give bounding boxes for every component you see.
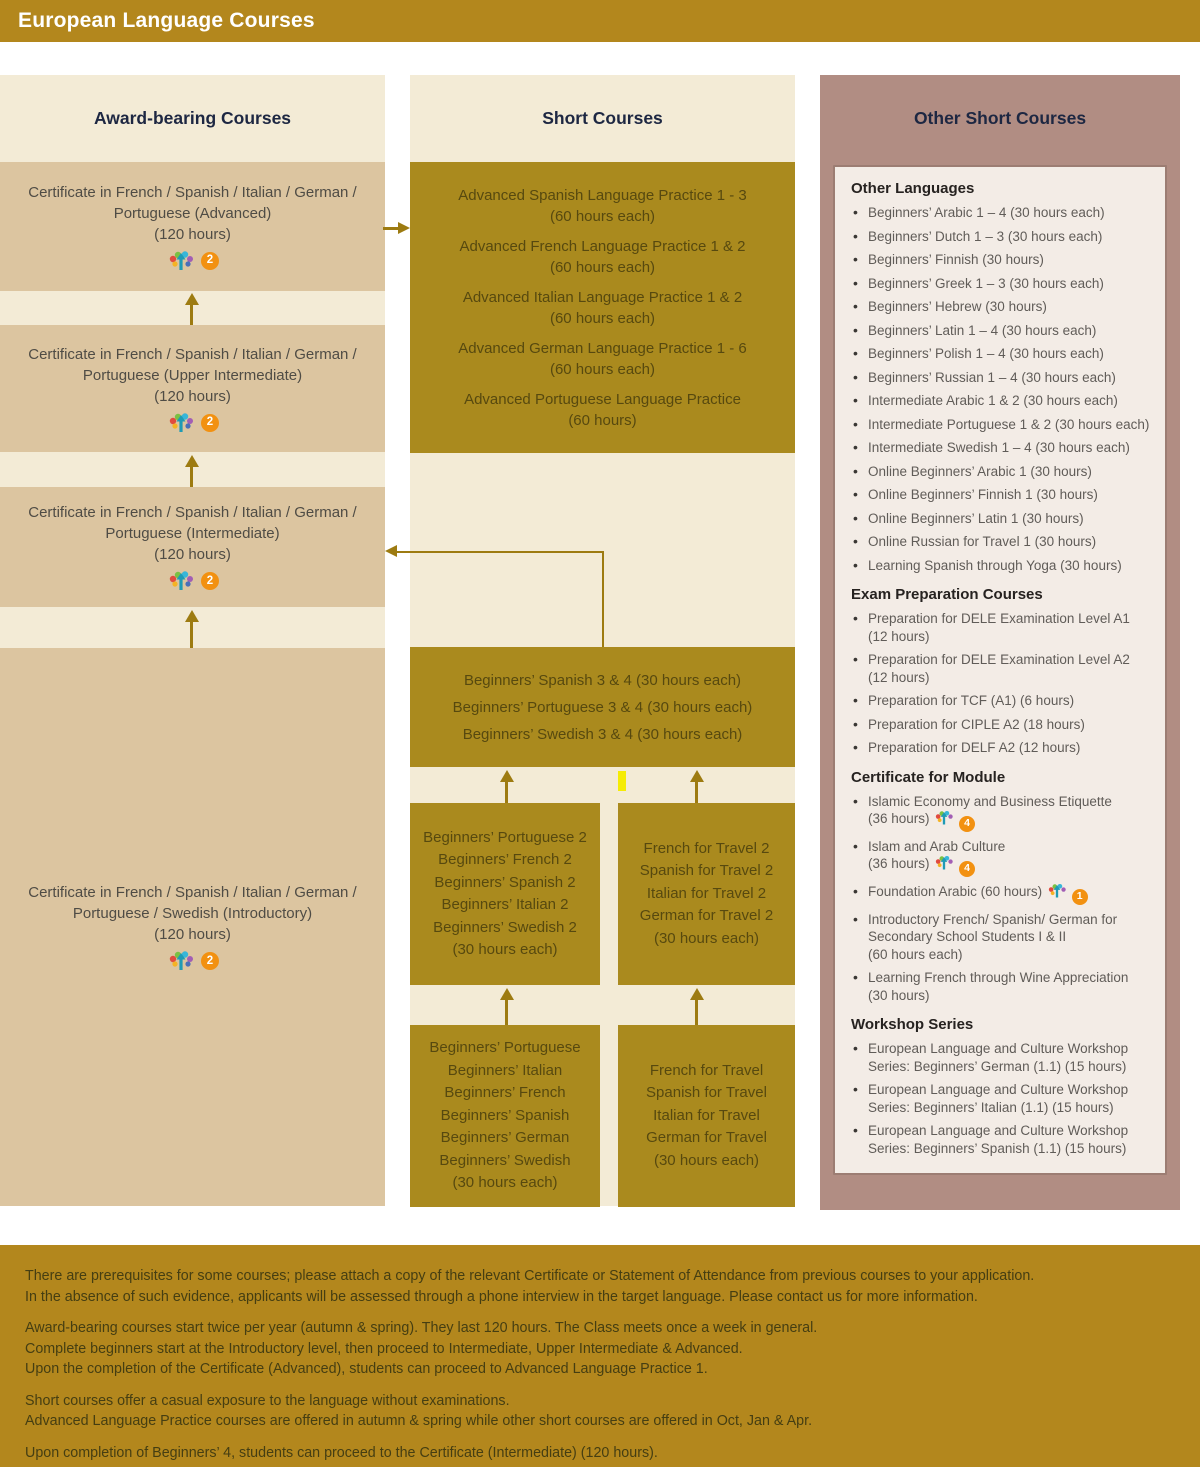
hours-text: Series: Beginners’ Spanish (1.1) (15 hours) bbox=[868, 1140, 1127, 1156]
course-line: Beginners’ French 2 bbox=[438, 851, 572, 868]
badge-count: 4 bbox=[959, 861, 975, 877]
credit-badge bbox=[166, 570, 219, 592]
item-text: Beginners’ Hebrew (30 hours) bbox=[868, 299, 1047, 314]
course-box-advanced-practice bbox=[410, 162, 795, 453]
footer-line: Upon completion of Beginners’ 4, students can proceed to the Certificate (Intermediate) (120 hours). bbox=[25, 1444, 658, 1461]
course-hours: (60 hours each) bbox=[549, 258, 656, 276]
course-line: (30 hours each) bbox=[653, 1151, 760, 1169]
section-exam-preparation bbox=[851, 586, 1151, 757]
credit-badge bbox=[930, 811, 976, 829]
list-item bbox=[851, 739, 1151, 757]
hours-text: (12 hours) bbox=[868, 669, 930, 685]
item-text: Intermediate Arabic 1 & 2 (30 hours each) bbox=[868, 393, 1118, 408]
section-other-languages bbox=[851, 180, 1151, 574]
item-text: Preparation for DELE Examination Level A2 bbox=[868, 652, 1130, 667]
cert-box-intermediate bbox=[0, 487, 385, 607]
item-text: Preparation for DELE Examination Level A1 bbox=[868, 611, 1130, 626]
course-line: (30 hours each) bbox=[653, 929, 760, 947]
up-arrow-stem bbox=[505, 781, 508, 803]
course-name: Advanced French Language Practice 1 & 2 bbox=[459, 237, 746, 255]
list-item bbox=[851, 1122, 1151, 1157]
course-entry bbox=[459, 236, 745, 278]
item-text: Preparation for DELF A2 (12 hours) bbox=[868, 740, 1081, 755]
course-line: Beginners’ Swedish 3 & 4 (30 hours each) bbox=[462, 725, 743, 743]
credit-badge bbox=[166, 250, 219, 272]
course-list bbox=[851, 793, 1151, 1005]
item-text: Beginners’ Greek 1 – 3 (30 hours each) bbox=[868, 275, 1104, 291]
footer-paragraph bbox=[25, 1443, 1160, 1464]
course-line: Beginners’ Swedish 2 bbox=[433, 918, 577, 936]
item-text: Online Russian for Travel 1 (30 hours) bbox=[868, 534, 1097, 549]
list-item bbox=[851, 463, 1151, 481]
course-box-beginners-3-4 bbox=[410, 647, 795, 767]
elbow-connector-vertical bbox=[602, 551, 604, 647]
title-bar bbox=[0, 0, 1200, 42]
hours-text: (30 hours) bbox=[868, 987, 930, 1003]
section-workshop-series bbox=[851, 1016, 1151, 1157]
hours-text: Series: Beginners’ Italian (1.1) (15 hours) bbox=[868, 1099, 1114, 1115]
credit-badge bbox=[166, 412, 219, 434]
section-certificate-for-module bbox=[851, 769, 1151, 1005]
course-line: Beginners’ Italian 2 bbox=[441, 896, 569, 913]
list-item bbox=[851, 911, 1151, 964]
list-item bbox=[851, 557, 1151, 575]
footer-paragraph bbox=[25, 1391, 1160, 1432]
course-line: Italian for Travel 2 bbox=[646, 884, 767, 902]
skills-credit-icon bbox=[166, 412, 196, 434]
course-hours: (60 hours each) bbox=[549, 207, 656, 225]
hours-text: (36 hours) bbox=[868, 856, 930, 872]
footer-paragraph bbox=[25, 1266, 1160, 1307]
item-hours-line bbox=[868, 1140, 1151, 1158]
course-line: Beginners’ Portuguese 2 bbox=[423, 828, 587, 846]
course-box-beginners-2 bbox=[410, 803, 600, 985]
list-item bbox=[851, 883, 1151, 905]
item-text: Online Beginners’ Finnish 1 (30 hours) bbox=[868, 487, 1098, 502]
item-text: Islam and Arab Culture bbox=[868, 838, 1006, 854]
skills-credit-icon bbox=[933, 855, 955, 871]
item-hours-line bbox=[868, 628, 1151, 646]
item-hours-line bbox=[868, 946, 1151, 964]
item-text: European Language and Culture Workshop bbox=[868, 1041, 1129, 1057]
list-item bbox=[851, 1040, 1151, 1075]
list-item bbox=[851, 204, 1151, 222]
course-name: Advanced German Language Practice 1 - 6 bbox=[458, 339, 747, 357]
item-hours-line bbox=[868, 669, 1151, 687]
list-item bbox=[851, 793, 1151, 832]
course-entry bbox=[463, 287, 742, 329]
item-text: Foundation Arabic (60 hours) bbox=[868, 884, 1043, 899]
list-item bbox=[851, 322, 1151, 340]
list-item bbox=[851, 533, 1151, 551]
course-hours: (60 hours each) bbox=[549, 309, 656, 327]
item-hours-line bbox=[868, 1099, 1151, 1117]
list-item bbox=[851, 610, 1151, 645]
cert-name: Certificate in French / Spanish / Italian / German / Portuguese (Advanced) bbox=[28, 183, 357, 222]
section-heading: Exam Preparation Courses bbox=[851, 586, 1043, 603]
item-text: European Language and Culture Workshop bbox=[868, 1123, 1129, 1139]
course-line: Beginners’ Swedish bbox=[439, 1151, 571, 1169]
course-box-beginners-1 bbox=[410, 1025, 600, 1207]
list-item bbox=[851, 651, 1151, 686]
footer-line: Award-bearing courses start twice per year (autumn & spring). They last 120 hours. The Class meets once a week in general. bbox=[25, 1320, 818, 1336]
skills-credit-icon bbox=[166, 250, 196, 272]
cert-box-introductory bbox=[0, 648, 385, 1206]
cert-name: Certificate in French / Spanish / Italian / German / Portuguese / Swedish (Introductory) bbox=[28, 884, 357, 922]
course-list bbox=[851, 1040, 1151, 1157]
up-arrow-stem bbox=[505, 999, 508, 1025]
column-header-short: Short Courses bbox=[542, 108, 663, 128]
item-hours-line bbox=[868, 987, 1151, 1005]
up-arrow-stem bbox=[190, 466, 193, 487]
list-item bbox=[851, 228, 1151, 246]
course-line: Beginners’ Italian bbox=[447, 1061, 563, 1079]
course-entry bbox=[458, 338, 747, 380]
cert-box-advanced bbox=[0, 162, 385, 291]
yellow-highlight-marker bbox=[618, 771, 626, 791]
item-hours-line bbox=[868, 1058, 1151, 1076]
footer-line: Upon the completion of the Certificate (Advanced), students can proceed to Advanced Language Practice 1. bbox=[25, 1361, 708, 1377]
list-item bbox=[851, 369, 1151, 387]
skills-credit-icon bbox=[166, 950, 196, 972]
item-text: Preparation for TCF (A1) (6 hours) bbox=[868, 693, 1075, 708]
list-item bbox=[851, 969, 1151, 1004]
section-heading: Certificate for Module bbox=[851, 768, 1006, 786]
item-text: Beginners’ Finnish (30 hours) bbox=[868, 252, 1044, 267]
credit-badge bbox=[1042, 884, 1088, 902]
section-heading: Workshop Series bbox=[851, 1016, 974, 1034]
right-arrow bbox=[398, 222, 410, 234]
hours-text: (12 hours) bbox=[868, 628, 930, 644]
item-text: Islamic Economy and Business Etiquette bbox=[868, 793, 1112, 809]
course-entry bbox=[464, 389, 741, 431]
course-line: German for Travel bbox=[646, 1129, 767, 1147]
credit-badge bbox=[930, 856, 976, 875]
list-item bbox=[851, 510, 1151, 528]
item-text: Beginners’ Arabic 1 – 4 (30 hours each) bbox=[868, 205, 1105, 220]
list-item bbox=[851, 838, 1151, 877]
item-text: Preparation for CIPLE A2 (18 hours) bbox=[868, 716, 1085, 732]
list-item bbox=[851, 275, 1151, 293]
course-line: Beginners’ German bbox=[440, 1129, 570, 1147]
column-header-other: Other Short Courses bbox=[913, 108, 1087, 128]
item-text: Learning Spanish through Yoga (30 hours) bbox=[868, 557, 1122, 573]
list-item bbox=[851, 298, 1151, 316]
course-list bbox=[851, 610, 1151, 757]
item-text: European Language and Culture Workshop bbox=[868, 1082, 1129, 1098]
elbow-connector-horizontal bbox=[396, 551, 604, 553]
badge-count: 1 bbox=[1072, 889, 1088, 905]
footer-line: There are prerequisites for some courses; please attach a copy of the relevant Certificate or Statement of Attendance from previous courses to your application. bbox=[25, 1268, 1035, 1284]
skills-credit-icon bbox=[1046, 883, 1068, 899]
course-line: German for Travel 2 bbox=[639, 907, 774, 925]
footer-line: Short courses offer a casual exposure to the language without examinations. bbox=[25, 1392, 510, 1409]
course-line: (30 hours each) bbox=[452, 941, 558, 958]
footer-line: Advanced Language Practice courses are offered in autumn & spring while other short courses are offered in Oct, Jan & Apr. bbox=[25, 1413, 813, 1429]
course-list bbox=[851, 204, 1151, 574]
course-line: Beginners’ Spanish 2 bbox=[434, 873, 576, 891]
course-line: Spanish for Travel bbox=[646, 1084, 767, 1102]
course-box-travel-1 bbox=[618, 1025, 795, 1207]
up-arrow-stem bbox=[695, 999, 698, 1025]
cert-hours: (120 hours) bbox=[154, 225, 231, 243]
hours-text: (60 hours each) bbox=[868, 946, 963, 962]
item-text: Beginners’ Latin 1 – 4 (30 hours each) bbox=[868, 322, 1097, 338]
footer-line: Complete beginners start at the Introductory level, then proceed to Intermediate, Upper Intermediate & Advanced. bbox=[25, 1340, 743, 1357]
list-item bbox=[851, 1081, 1151, 1116]
list-item bbox=[851, 345, 1151, 363]
item-hours-line bbox=[868, 855, 1151, 877]
footer-paragraph bbox=[25, 1318, 1160, 1380]
hours-text: (36 hours) bbox=[868, 811, 930, 826]
course-line: Beginners’ French bbox=[444, 1084, 566, 1102]
item-text: Intermediate Portuguese 1 & 2 (30 hours each) bbox=[868, 416, 1150, 432]
course-line: French for Travel bbox=[649, 1061, 764, 1079]
course-name: Advanced Italian Language Practice 1 & 2 bbox=[462, 288, 743, 306]
course-line: Italian for Travel bbox=[653, 1106, 760, 1124]
course-line: Spanish for Travel 2 bbox=[639, 862, 774, 880]
footer-line: In the absence of such evidence, applicants will be assessed through a phone interview in the target language. Please contact us for more information. bbox=[25, 1288, 978, 1305]
list-item bbox=[851, 692, 1151, 710]
course-name: Advanced Spanish Language Practice 1 - 3 bbox=[458, 186, 747, 204]
cert-name: Certificate in French / Spanish / Italian / German / Portuguese (Upper Intermediate) bbox=[28, 345, 357, 384]
up-arrow-stem bbox=[190, 621, 193, 648]
skills-credit-icon bbox=[166, 570, 196, 592]
list-item bbox=[851, 251, 1151, 269]
badge-count: 2 bbox=[201, 252, 219, 270]
list-item bbox=[851, 716, 1151, 734]
item-text: Beginners’ Dutch 1 – 3 (30 hours each) bbox=[868, 228, 1103, 244]
credit-badge bbox=[166, 950, 219, 972]
hours-text: Series: Beginners’ German (1.1) (15 hours) bbox=[868, 1058, 1127, 1074]
badge-count: 2 bbox=[201, 952, 219, 970]
course-line: French for Travel 2 bbox=[643, 839, 770, 857]
cert-name: Certificate in French / Spanish / Italian / German / Portuguese (Intermediate) bbox=[28, 504, 357, 542]
cert-box-upper-intermediate bbox=[0, 325, 385, 452]
course-entry bbox=[458, 185, 747, 227]
cert-hours: (120 hours) bbox=[154, 387, 231, 405]
course-box-travel-2 bbox=[618, 803, 795, 985]
section-heading: Other Languages bbox=[851, 180, 975, 197]
list-item bbox=[851, 486, 1151, 504]
cert-hours: (120 hours) bbox=[154, 926, 231, 943]
course-line: Beginners’ Portuguese 3 & 4 (30 hours each) bbox=[452, 698, 753, 716]
list-item bbox=[851, 439, 1151, 457]
course-name: Advanced Portuguese Language Practice bbox=[464, 390, 741, 408]
item-text: Introductory French/ Spanish/ German for Secondary School Students I & II bbox=[868, 911, 1118, 945]
list-item bbox=[851, 392, 1151, 410]
badge-count: 2 bbox=[201, 572, 219, 590]
page-title: European Language Courses bbox=[18, 9, 315, 32]
item-hours-line bbox=[868, 810, 1151, 832]
course-line: Beginners’ Portuguese bbox=[429, 1039, 581, 1057]
badge-count: 2 bbox=[201, 414, 219, 432]
course-hours: (60 hours each) bbox=[549, 360, 656, 378]
item-text: Online Beginners’ Arabic 1 (30 hours) bbox=[868, 463, 1092, 479]
footer-notes bbox=[0, 1245, 1200, 1467]
cert-hours: (120 hours) bbox=[154, 546, 231, 563]
course-hours: (60 hours) bbox=[568, 411, 637, 429]
other-courses-panel bbox=[833, 165, 1167, 1175]
course-line: Beginners’ Spanish 3 & 4 (30 hours each) bbox=[463, 671, 742, 689]
up-arrow-stem bbox=[190, 304, 193, 325]
item-text: Intermediate Swedish 1 – 4 (30 hours each) bbox=[868, 440, 1130, 455]
course-line: (30 hours each) bbox=[452, 1174, 558, 1192]
column-other-short-courses bbox=[820, 75, 1180, 1210]
up-arrow-stem bbox=[695, 781, 698, 803]
skills-credit-icon bbox=[933, 810, 955, 826]
list-item bbox=[851, 416, 1151, 434]
item-text: Beginners’ Russian 1 – 4 (30 hours each) bbox=[868, 369, 1116, 385]
badge-count: 4 bbox=[959, 816, 975, 832]
item-text: Online Beginners’ Latin 1 (30 hours) bbox=[868, 510, 1084, 526]
item-text: Beginners’ Polish 1 – 4 (30 hours each) bbox=[868, 346, 1104, 361]
item-text: Learning French through Wine Appreciation bbox=[868, 970, 1129, 986]
left-arrow bbox=[385, 545, 397, 557]
course-line: Beginners’ Spanish bbox=[440, 1106, 570, 1124]
column-header-award: Award-bearing Courses bbox=[93, 108, 292, 128]
